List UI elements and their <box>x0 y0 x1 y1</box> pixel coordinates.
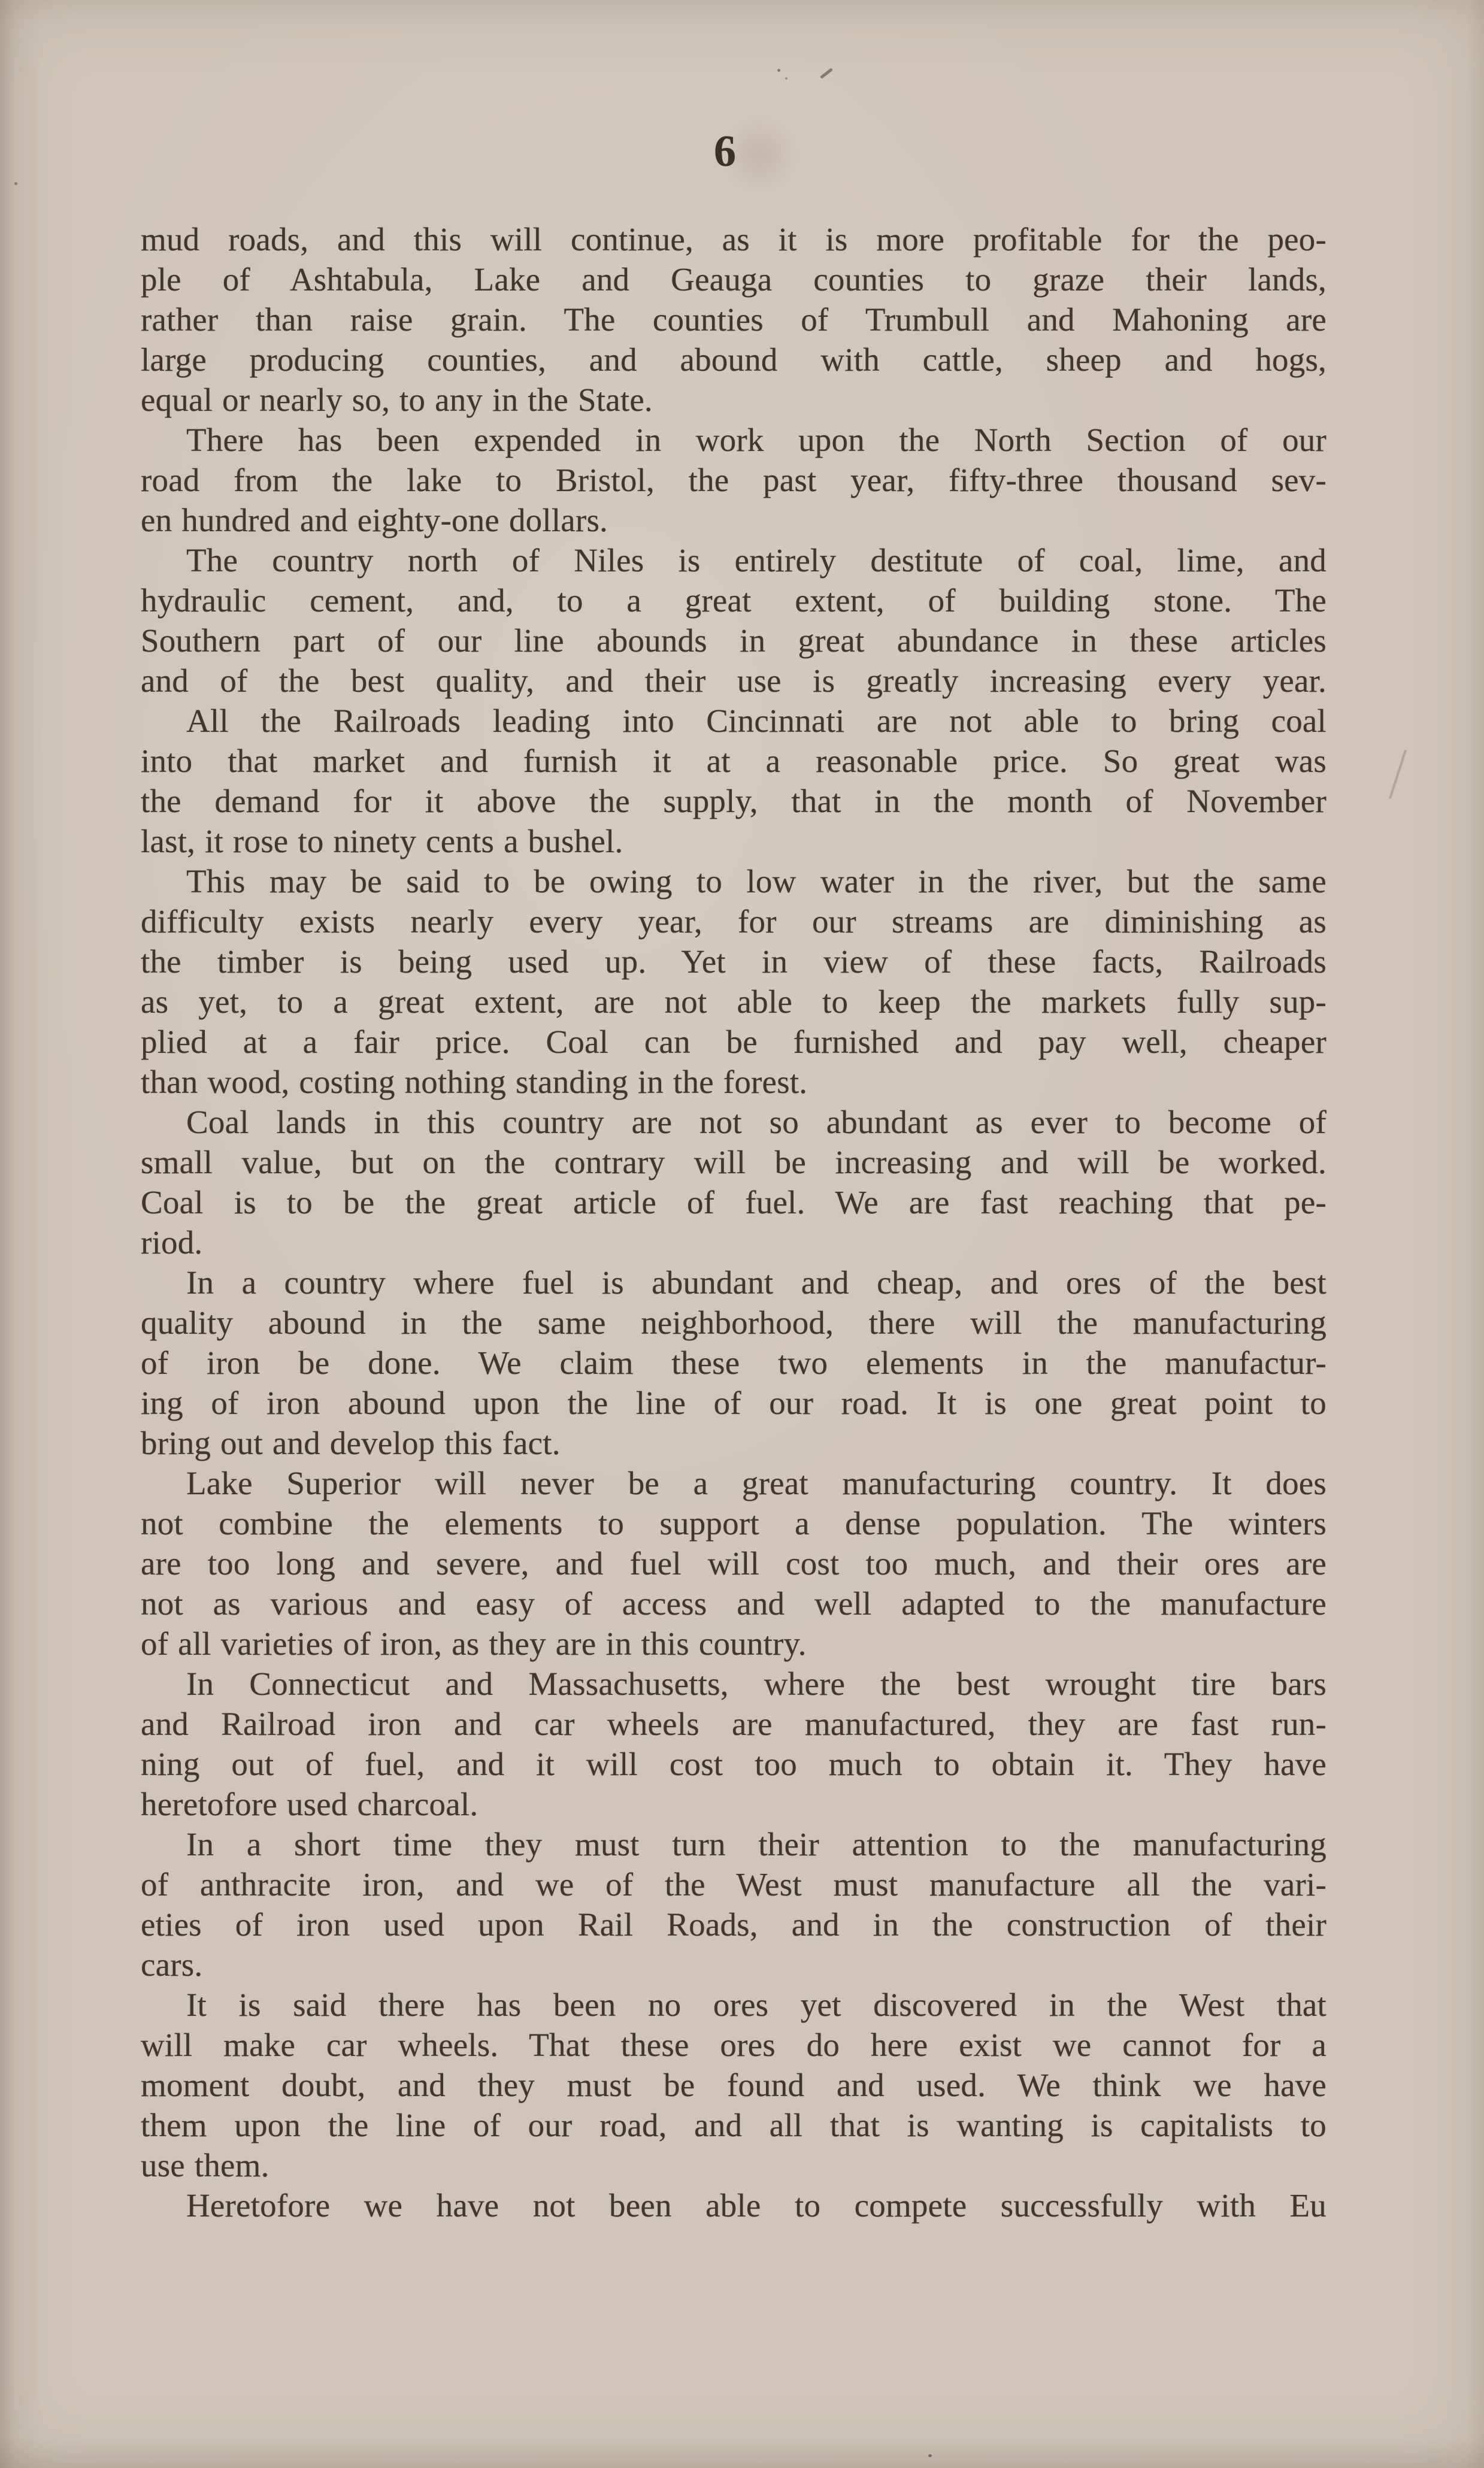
text-line: In a country where fuel is abundant and cheap, and ores of the best <box>186 1264 1326 1301</box>
text-line: not as various and easy of access and well adapted to the manufacture <box>141 1585 1326 1622</box>
text-line: plied at a fair price. Coal can be furnished and pay well, cheaper <box>141 1023 1326 1060</box>
text-line: moment doubt, and they must be found and used. We think we have <box>141 2067 1326 2103</box>
text-line: ning out of fuel, and it will cost too much to obtain it. They have <box>141 1746 1326 1782</box>
text-line: large producing counties, and abound with cattle, sheep and hogs, <box>141 341 1326 378</box>
text-line: riod. <box>141 1224 203 1261</box>
text-line: In Connecticut and Massachusetts, where the best wrought tire bars <box>186 1665 1326 1702</box>
ink-speck <box>820 68 833 79</box>
text-line: the demand for it above the supply, that in the month of November <box>141 783 1326 819</box>
text-line: This may be said to be owing to low water in the river, but the same <box>186 863 1326 900</box>
text-line: bring out and develop this fact. <box>141 1425 561 1461</box>
text-line: small value, but on the contrary will be increasing and will be worked. <box>141 1144 1326 1180</box>
text-line: into that market and furnish it at a reasonable price. So great was <box>141 743 1326 779</box>
ink-speck <box>785 77 788 80</box>
text-line: as yet, to a great extent, are not able to keep the markets fully sup- <box>141 983 1326 1020</box>
text-line: and Railroad iron and car wheels are manufactured, they are fast run- <box>141 1706 1326 1742</box>
text-line: use them. <box>141 2147 269 2184</box>
text-line: ple of Ashtabula, Lake and Geauga counties to graze their lands, <box>141 261 1326 298</box>
ink-speck <box>928 2454 932 2457</box>
text-line: of anthracite iron, and we of the West must manufacture all the vari- <box>141 1866 1326 1903</box>
text-line: In a short time they must turn their attention to the manufacturing <box>186 1826 1326 1863</box>
ink-speck <box>777 69 780 72</box>
text-line: than wood, costing nothing standing in the forest. <box>141 1064 808 1100</box>
text-line: equal or nearly so, to any in the State. <box>141 381 653 418</box>
text-line: en hundred and eighty-one dollars. <box>141 502 608 538</box>
text-line: are too long and severe, and fuel will cost too much, and their ores are <box>141 1545 1326 1582</box>
text-line: not combine the elements to support a dense population. The winters <box>141 1505 1326 1542</box>
text-line: difficulty exists nearly every year, for our streams are diminishing as <box>141 903 1326 940</box>
text-line: cars. <box>141 1946 203 1983</box>
text-line: eties of iron used upon Rail Roads, and in the construction of their <box>141 1906 1326 1943</box>
text-line: heretofore used charcoal. <box>141 1786 478 1822</box>
text-line: Southern part of our line abounds in great abundance in these articles <box>141 622 1326 659</box>
text-line: of all varieties of iron, as they are in this country. <box>141 1625 807 1662</box>
text-line: quality abound in the same neighborhood, there will the manufacturing <box>141 1304 1326 1341</box>
text-line: There has been expended in work upon the North Section of our <box>186 422 1326 458</box>
ink-speck <box>14 182 17 185</box>
text-line: Lake Superior will never be a great manufacturing country. It does <box>186 1465 1326 1501</box>
text-line: mud roads, and this will continue, as it is more profitable for the peo- <box>141 221 1326 258</box>
text-line: last, it rose to ninety cents a bushel. <box>141 823 623 859</box>
text-line: hydraulic cement, and, to a great extent, of building stone. The <box>141 582 1326 619</box>
text-line: ing of iron abound upon the line of our road. It is one great point to <box>141 1385 1326 1421</box>
text-line: of iron be done. We claim these two elements in the manufactur- <box>141 1344 1326 1381</box>
text-line: All the Railroads leading into Cincinnati are not able to bring coal <box>186 702 1326 739</box>
text-line: The country north of Niles is entirely destitute of coal, lime, and <box>186 542 1326 579</box>
text-line: Coal is to be the great article of fuel. We are fast reaching that pe- <box>141 1184 1326 1221</box>
text-line: It is said there has been no ores yet discovered in the West that <box>186 1986 1326 2023</box>
text-line: them upon the line of our road, and all that is wanting is capitalists to <box>141 2107 1326 2143</box>
text-line: the timber is being used up. Yet in view of these facts, Railroads <box>141 943 1326 980</box>
text-line: and of the best quality, and their use is greatly increasing every year. <box>141 662 1326 699</box>
text-line: Coal lands in this country are not so abundant as ever to become of <box>186 1104 1326 1140</box>
text-line: rather than raise grain. The counties of Trumbull and Mahoning are <box>141 301 1326 338</box>
text-line: road from the lake to Bristol, the past year, fifty-three thousand sev- <box>141 462 1326 498</box>
text-line: Heretofore we have not been able to compete successfully with Eu <box>186 2187 1326 2224</box>
page-text <box>141 219 1326 2225</box>
scan-crease <box>1389 749 1407 799</box>
page-number: 6 <box>714 127 736 176</box>
text-line: will make car wheels. That these ores do here exist we cannot for a <box>141 2027 1326 2063</box>
